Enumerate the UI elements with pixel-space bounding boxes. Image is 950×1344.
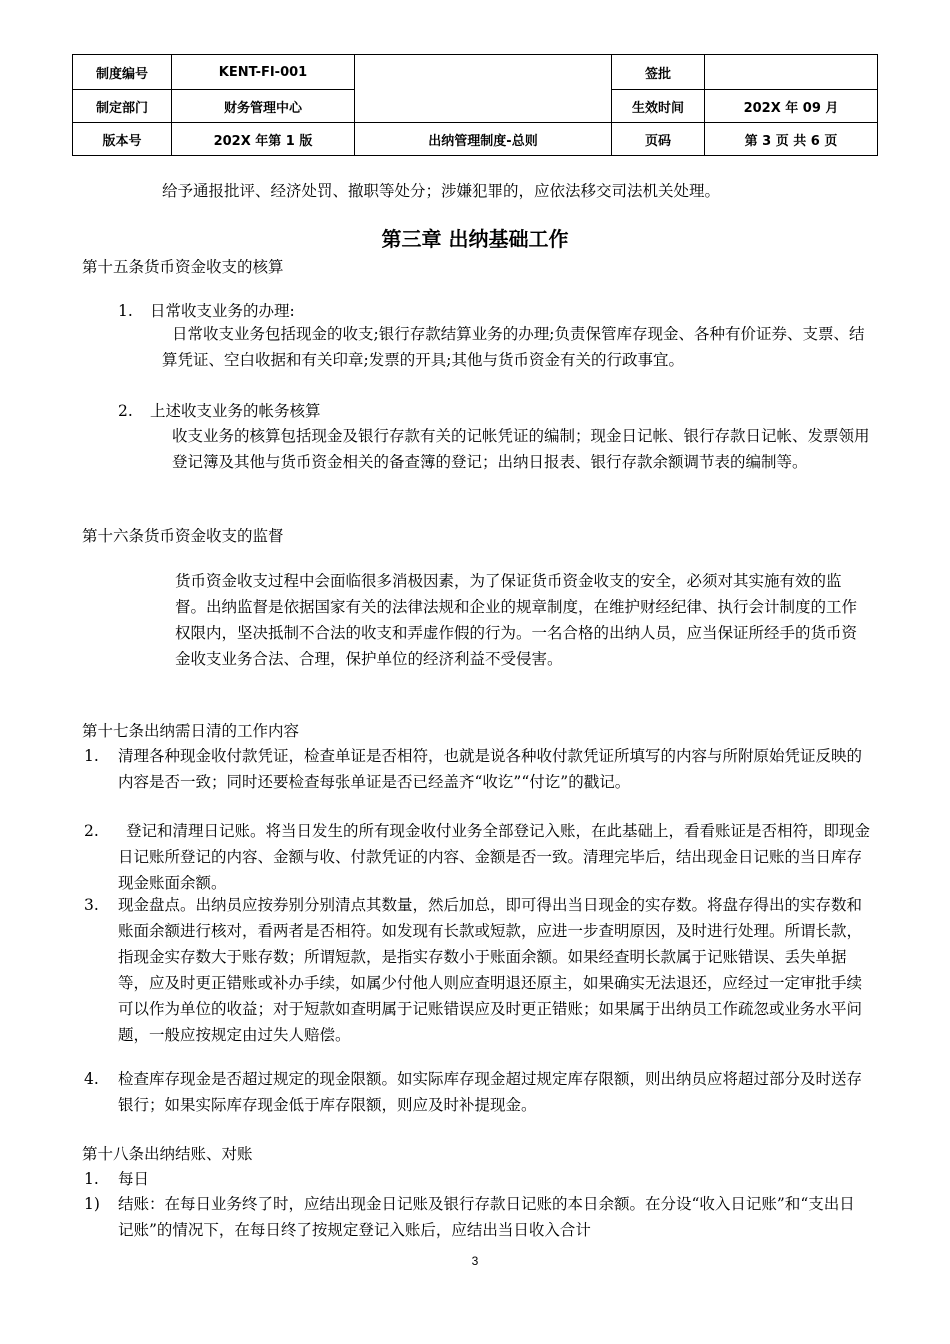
doc-no-value: KENT-FI-001 [172,55,355,90]
article-15-item-2-number: 2. [118,402,133,420]
article-17-item-1-text: 清理各种现金收付款凭证，检查单证是否相符，也就是说各种收付款凭证所填写的内容与所附原始凭证反映的内容是否一致；同时还要检查每张单证是否已经盖齐“收讫”“付讫”的戳记。 [118,747,863,791]
article-18-title: 第十八条出纳结账、对账 [82,1145,253,1163]
article-18-item-1-title: 每日 [118,1170,150,1188]
article-17-item-4-text: 检查库存现金是否超过规定的现金限额。如实际库存现金超过规定库存限额，则出纳员应将超过部分及时送存银行；如果实际库存现金低于库存限额，则应及时补提现金。 [118,1070,863,1114]
version-value: 202X 年第 1 版 [172,123,355,156]
article-17-item-3-number: 3. [84,896,99,914]
article-16-title: 第十六条货币资金收支的监督 [82,527,284,545]
document-title: 出纳管理制度-总则 [355,123,612,156]
approve-value [705,55,878,90]
article-18-subitem-1-number: 1) [84,1195,100,1213]
effective-value: 202X 年 09 月 [705,90,878,123]
article-15-item-2-title: 上述收支业务的帐务核算 [150,402,321,420]
chapter-title: 第三章 出纳基础工作 [381,227,569,251]
dept-label: 制定部门 [73,90,172,123]
approve-label: 签批 [612,55,705,90]
page-value: 第 3 页 共 6 页 [705,123,878,156]
article-17-item-3-text: 现金盘点。出纳员应按券别分别清点其数量，然后加总，即可得出当日现金的实存数。将盘存得出的实存数和账面余额进行核对，看两者是否相符。如发现有长款或短款，应进一步查明原因，及时进行处理。所谓长款，指现金实存数大于账存数；所谓短款，是指实存数小于账面余额。如果经查明长款属于记账错误、丢失单据等，应及时更正错账或补办手续，如属少付他人则应查明退还原主，如果确实无法退还，应经过一定审批手续可以作为单位的收益；对于短款如查明属于记账错误应及时更正错账；如果属于出纳员工作疏忽或业务水平问题，一般应按规定由过失人赔偿。 [118,896,863,1044]
article-15-item-2-body: 收支业务的核算包括现金及银行存款有关的记帐凭证的编制；现金日记帐、银行存款日记帐、发票领用登记簿及其他与货币资金相关的备查簿的登记；出纳日报表、银行存款余额调节表的编制等。 [172,427,870,471]
article-15-item-1-number: 1. [118,302,133,320]
dept-value: 财务管理中心 [172,90,355,123]
article-17-item-2-text: 登记和清理日记账。将当日发生的所有现金收付业务全部登记入账，在此基础上，看看账证是否相符，即现金日记账所登记的内容、金额与收、付款凭证的内容、金额是否一致。清理完毕后，结出现金日记账的当日库存现金账面余额。 [118,822,871,892]
article-17-item-4-number: 4. [84,1070,99,1088]
article-18-item-1-number: 1. [84,1170,99,1188]
article-17-item-1-number: 1. [84,747,99,765]
article-17-title: 第十七条出纳需日清的工作内容 [82,722,300,740]
document-header-table [72,54,878,156]
article-15-item-1-title: 日常收支业务的办理: [150,302,295,320]
article-16-body: 货币资金收支过程中会面临很多消极因素，为了保证货币资金收支的安全，必须对其实施有效的监督。出纳监督是依据国家有关的法律法规和企业的规章制度，在维护财经纪律、执行会计制度的工作权限内，坚决抵制不合法的收支和弄虚作假的行为。一名合格的出纳人员，应当保证所经手的货币资金收支业务合法、合理，保护单位的经济利益不受侵害。 [175,572,858,668]
doc-no-label: 制度编号 [73,55,172,90]
article-15-title: 第十五条货币资金收支的核算 [82,258,284,276]
intro-paragraph: 给予通报批评、经济处罚、撤职等处分；涉嫌犯罪的，应依法移交司法机关处理。 [162,182,721,200]
header-blank-cell [355,55,612,123]
page-number: 3 [471,1254,479,1268]
effective-label: 生效时间 [612,90,705,123]
version-label: 版本号 [73,123,172,156]
article-17-item-2-number: 2. [84,822,99,840]
page-label: 页码 [612,123,705,156]
article-18-subitem-1-text: 结账：在每日业务终了时，应结出现金日记账及银行存款日记账的本日余额。在分设“收入日记账”和“支出日记账”的情况下，在每日终了按规定登记入账后，应结出当日收入合计 [118,1195,855,1239]
article-15-item-1-body: 日常收支业务包括现金的收支;银行存款结算业务的办理;负责保管库存现金、各种有价证券、支票、结算凭证、空白收据和有关印章;发票的开具;其他与货币资金有关的行政事宜。 [162,325,865,369]
